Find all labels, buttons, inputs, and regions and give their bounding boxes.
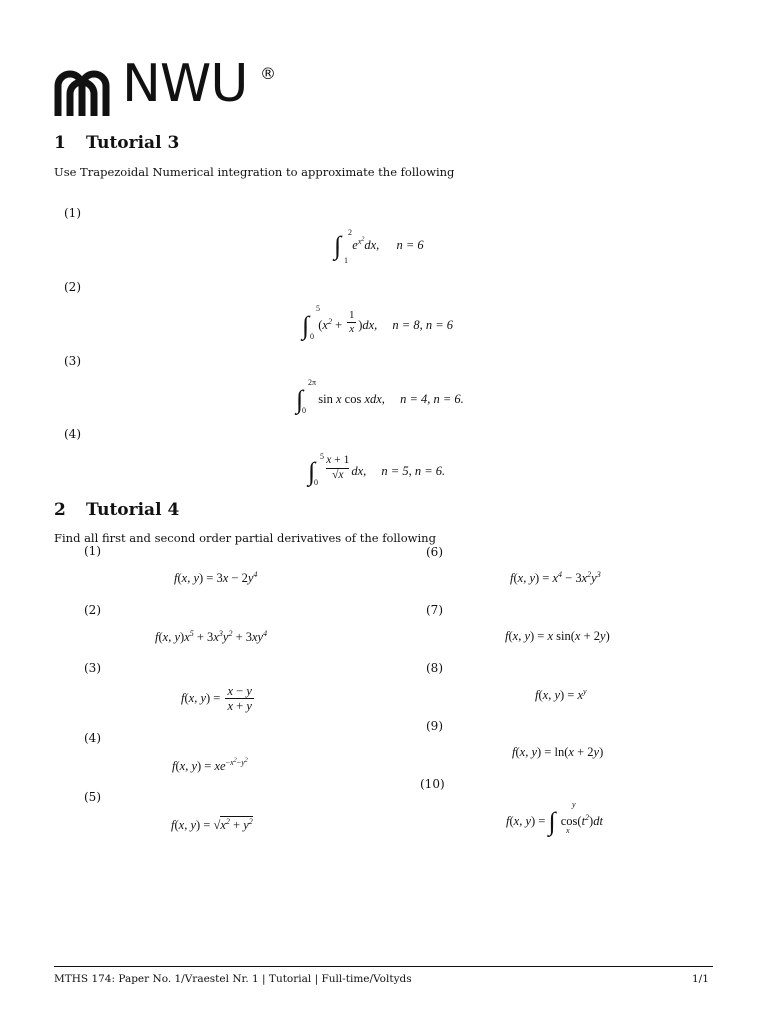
section-2-number: 2: [54, 500, 66, 520]
problem-3-params: n = 4, n = 6.: [400, 392, 464, 406]
deriv-8-label: (8): [426, 661, 443, 675]
problem-4-integral: ∫ 5 0 $\frac{x + 1}{√x}$ dx, n = 5, n = 6.: [308, 452, 446, 487]
deriv-4-label: (4): [84, 731, 101, 745]
deriv-6-formula: f(x, $y) = x^4 - 3x^2y^3$: [510, 570, 601, 586]
section-1-heading: [54, 133, 179, 153]
problem-4-params: n = 5, n = 6.: [381, 464, 446, 478]
section-2-heading: [54, 500, 179, 520]
deriv-5-label: (5): [84, 790, 101, 804]
problem-1-params: n = 6: [396, 238, 424, 252]
deriv-10-formula: f(x, y) = ∫ y x $\cos(t^2)dt$: [506, 800, 603, 836]
nwu-emblem-icon: [54, 64, 110, 120]
logo-text: NWU: [122, 54, 248, 114]
problem-1-integral: ∫ 2 1 $e^{x^2}dx$, n = 6: [334, 228, 424, 265]
footer-page-number: 1/1: [692, 973, 709, 985]
nwu-logo: [54, 54, 284, 120]
problem-2-integral: ∫ 5 0 ($x^2$ + $\frac{1}{x}$ )dx, n = 8, n = 6: [302, 304, 454, 341]
section-1-intro: Use Trapezoidal Numerical integration to approximate the following: [54, 165, 455, 179]
problem-3-label: (3): [64, 354, 81, 368]
footer-left: MTHS 174: Paper No. 1/Vraestel Nr. 1 | Tutorial | Full-time/Voltyds: [54, 973, 412, 985]
deriv-7-formula: f(x, y) = x sin(x + 2y): [505, 629, 610, 643]
deriv-6-label: (6): [426, 545, 443, 559]
deriv-3-label: (3): [84, 661, 101, 675]
problem-1-label: (1): [64, 206, 81, 220]
deriv-9-label: (9): [426, 719, 443, 733]
deriv-9-formula: f(x, y) = ln(x + 2y): [512, 745, 604, 759]
deriv-1-formula: f(x, $y) = 3x - 2y^4$: [174, 570, 258, 586]
deriv-2-formula: f(x, $y)x^5 + 3x^3y^2 + 3xy^4$: [155, 629, 268, 645]
deriv-3-formula: f(x, y) = $\frac{x - y}{x + y}$: [181, 684, 252, 714]
section-2-title: Tutorial 4: [86, 500, 180, 520]
deriv-2-label: (2): [84, 603, 101, 617]
upper-limit: 2: [348, 228, 352, 237]
section-1-title: Tutorial 3: [86, 133, 180, 153]
deriv-7-label: (7): [426, 603, 443, 617]
deriv-4-formula: f(x, $y) = xe^{-x^2-y^2}$: [172, 757, 248, 773]
registered-mark: ®: [260, 64, 276, 83]
deriv-10-label: (10): [420, 777, 445, 791]
deriv-1-label: (1): [84, 544, 101, 558]
problem-4-label: (4): [64, 427, 81, 441]
lower-limit: 1: [344, 256, 348, 265]
problem-2-params: n = 8, n = 6: [392, 318, 454, 332]
section-1-number: 1: [54, 133, 66, 153]
deriv-5-formula: f(x, $y) = √x^2 + y^2$: [171, 817, 253, 833]
deriv-8-formula: f(x, $y) = x^y$: [535, 687, 587, 703]
footer-rule: [54, 966, 713, 967]
problem-3-integral: ∫ 2π 0 sin x cos xdx, n = 4, n = 6.: [296, 378, 464, 415]
problem-2-label: (2): [64, 280, 81, 294]
section-2-intro: Find all first and second order partial derivatives of the following: [54, 531, 436, 545]
